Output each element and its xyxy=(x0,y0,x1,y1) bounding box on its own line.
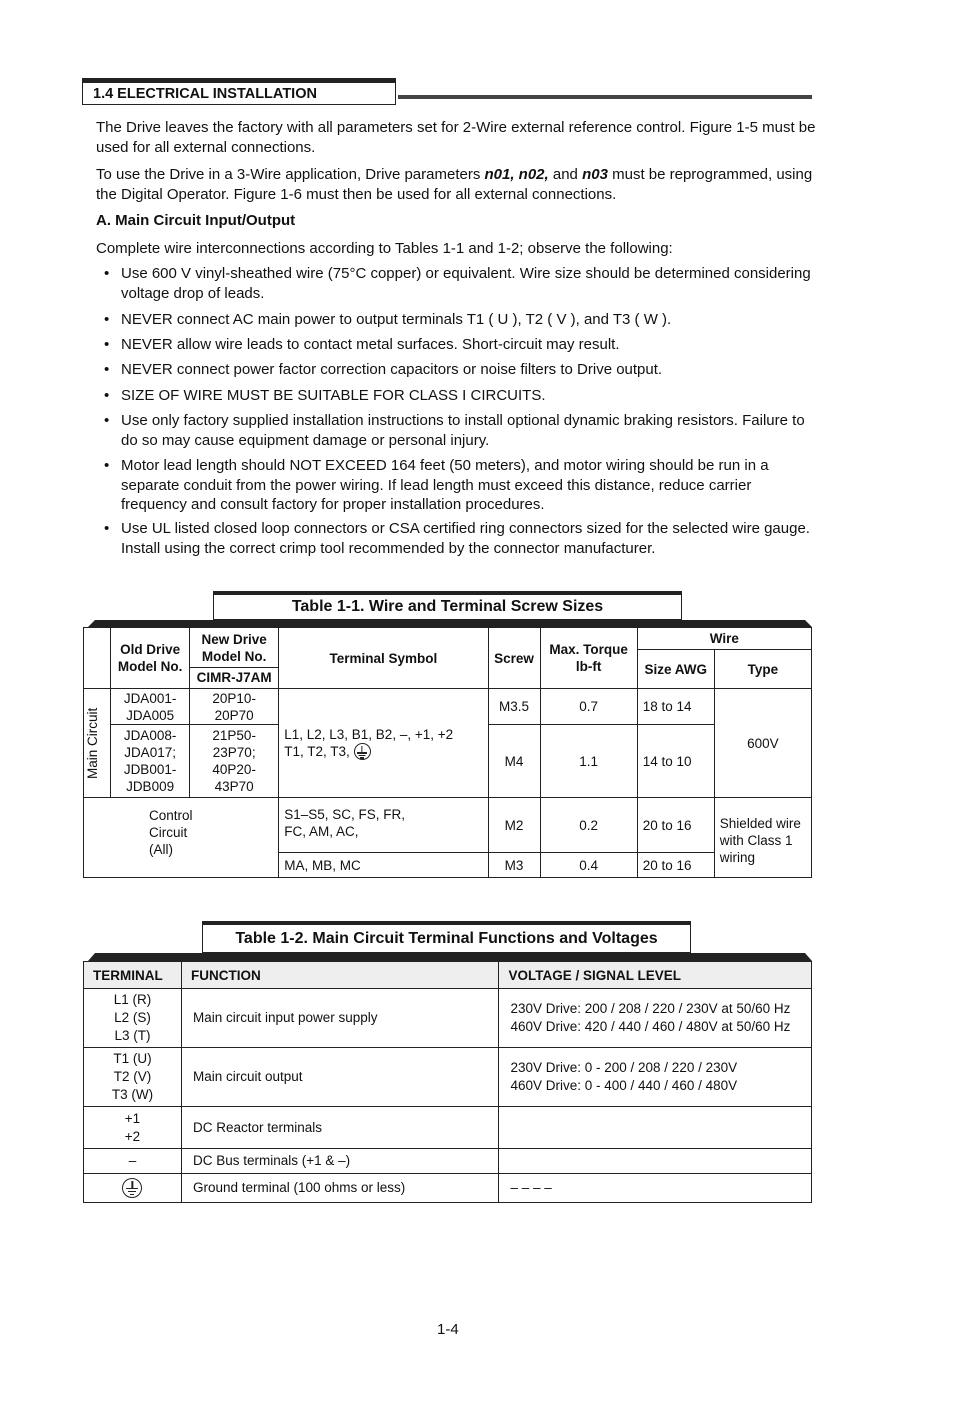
ground-icon xyxy=(354,743,371,760)
bullet-marker: • xyxy=(104,311,110,328)
bullet-marker: • xyxy=(104,457,110,474)
table2-cell-terminal-ground xyxy=(84,1174,182,1203)
intro-p2-and: and xyxy=(548,166,583,183)
table1-cell-torque: 0.7 xyxy=(540,689,637,725)
section-header-rule xyxy=(398,95,812,99)
bullet-text: NEVER allow wire leads to contact metal surfaces. Short-circuit may result. xyxy=(121,336,620,353)
table1-header-type: Type xyxy=(714,650,811,689)
table1-cell-size: 20 to 16 xyxy=(637,853,714,878)
table1-cell-control-label: Control Circuit (All) xyxy=(84,798,279,878)
table1-cell-new: 21P50- 23P70; 40P20- 43P70 xyxy=(190,725,279,798)
bullet-marker: • xyxy=(104,412,110,429)
section-header-box xyxy=(82,78,396,105)
bullet-marker: • xyxy=(104,387,110,404)
bullet-text: Motor lead length should NOT EXCEED 164 feet (50 meters), and motor wiring should be run in a separate conduit from the power wiring. If lead length must exceed this distance, reduce carrier frequency and consult factory for proper installation procedures. xyxy=(121,457,769,513)
table1-header-old-model: Old Drive Model No. xyxy=(111,628,190,689)
bullet-text: NEVER connect power factor correction capacitors or noise filters to Drive output. xyxy=(121,361,663,378)
table1-cell-old: JDA008- JDA017; JDB001- JDB009 xyxy=(111,725,190,798)
table2-cell-voltage: – – – – xyxy=(499,1174,812,1203)
table2-cell-function: Main circuit output xyxy=(181,1048,499,1107)
table1-header-torque: Max. Torque lb-ft xyxy=(540,628,637,689)
table1-cell-torque: 0.4 xyxy=(540,853,637,878)
bullet-marker: • xyxy=(104,361,110,378)
table2-cell-terminal: L1 (R) L2 (S) L3 (T) xyxy=(84,989,182,1048)
table1-header-blank xyxy=(84,628,111,689)
table2-cell-terminal: +1 +2 xyxy=(84,1107,182,1149)
bullet-marker: • xyxy=(104,336,110,353)
bullet-text: NEVER connect AC main power to output terminals T1 ( U ), T2 ( V ), and T3 ( W ). xyxy=(121,311,672,328)
table1-cell-screw: M2 xyxy=(488,798,540,853)
table1-cell-torque: 1.1 xyxy=(540,725,637,798)
bullet-text: SIZE OF WIRE MUST BE SUITABLE FOR CLASS I CIRCUITS. xyxy=(121,387,546,404)
table1-main-terminals-line2: T1, T2, T3, xyxy=(284,743,350,759)
page-number: 1-4 xyxy=(437,1321,459,1338)
table2-header-terminal: TERMINAL xyxy=(84,962,182,989)
table2-header-voltage: VOLTAGE / SIGNAL LEVEL xyxy=(499,962,812,989)
table1-main-terminals-line1: L1, L2, L3, B1, B2, –, +1, +2 xyxy=(284,726,454,742)
table2-caption xyxy=(202,921,691,953)
table1-top-rule xyxy=(88,620,812,627)
table1-cell-screw: M3 xyxy=(488,853,540,878)
table1-header-new-model-label: New Drive Model No. xyxy=(201,632,267,664)
table1-cell-old: JDA001- JDA005 xyxy=(111,689,190,725)
table2-cell-voltage: 230V Drive: 200 / 208 / 220 / 230V at 50/60 Hz 460V Drive: 420 / 440 / 460 / 480V at 50/60 Hz xyxy=(499,989,812,1048)
table1-cell-control-type: Shielded wire with Class 1 wiring xyxy=(714,798,811,878)
table1-main-circuit-label: Main Circuit xyxy=(85,707,100,779)
table2-cell-function: Ground terminal (100 ohms or less) xyxy=(181,1174,499,1203)
intro-paragraph-2 xyxy=(96,165,816,204)
intro-p2-params: n01, n02, xyxy=(484,166,549,183)
intro-p2-text: To use the Drive in a 3-Wire application, Drive parameters xyxy=(96,166,485,183)
intro-p2-param3: n03 xyxy=(582,166,608,183)
bullet-marker: • xyxy=(104,265,110,282)
table2-cell-voltage: 230V Drive: 0 - 200 / 208 / 220 / 230V 460V Drive: 0 - 400 / 440 / 460 / 480V xyxy=(499,1048,812,1107)
table1-cell-size: 20 to 16 xyxy=(637,798,714,853)
table1-wire-screw-sizes xyxy=(83,627,812,878)
subsection-lead: Complete wire interconnections according to Tables 1-1 and 1-2; observe the following: xyxy=(96,240,673,257)
table2-header-function: FUNCTION xyxy=(181,962,499,989)
table1-cell-main-type: 600V xyxy=(714,689,811,798)
table2-cell-function: DC Reactor terminals xyxy=(181,1107,499,1149)
intro-p2-tail: must be reprogrammed, using the Digital Operator. Figure 1-6 must then be used for all external connections. xyxy=(96,166,813,203)
table1-cell-control-terminals: S1–S5, SC, FS, FR, FC, AM, AC, xyxy=(279,798,488,853)
table1-header-wire: Wire xyxy=(637,628,811,650)
table1-cell-new: 20P10- 20P70 xyxy=(190,689,279,725)
table1-cell-screw: M3.5 xyxy=(488,689,540,725)
table2-cell-function: Main circuit input power supply xyxy=(181,989,499,1048)
table2-caption-text: Table 1-2. Main Circuit Terminal Functions and Voltages xyxy=(235,930,658,947)
table1-header-new-model xyxy=(190,628,279,689)
table1-caption-text: Table 1-1. Wire and Terminal Screw Sizes xyxy=(291,598,604,615)
table1-caption xyxy=(213,591,682,620)
bullet-marker: • xyxy=(104,520,110,537)
table1-cell-torque: 0.2 xyxy=(540,798,637,853)
table2-cell-function: DC Bus terminals (+1 & –) xyxy=(181,1149,499,1174)
table1-cell-screw: M4 xyxy=(488,725,540,798)
table2-cell-voltage xyxy=(499,1107,812,1149)
table1-cell-size: 14 to 10 xyxy=(637,725,714,798)
table1-cell-main-terminals xyxy=(279,689,488,798)
subsection-title: A. Main Circuit Input/Output xyxy=(96,212,296,229)
ground-icon xyxy=(122,1178,142,1198)
table2-cell-terminal: T1 (U) T2 (V) T3 (W) xyxy=(84,1048,182,1107)
section-title: 1.4 ELECTRICAL INSTALLATION xyxy=(93,86,317,102)
bullet-text: Use only factory supplied installation instructions to install optional dynamic braking resistors. Failure to do so may cause equipment damage or personal injury. xyxy=(121,412,805,449)
table2-cell-voltage xyxy=(499,1149,812,1174)
bullet-text: Use UL listed closed loop connectors or CSA certified ring connectors sized for the selected wire gauge. Install using the correct crimp tool recommended by the connector manufacturer. xyxy=(121,520,810,557)
table1-cell-size: 18 to 14 xyxy=(637,689,714,725)
table2-cell-terminal: – xyxy=(84,1149,182,1174)
table1-header-screw: Screw xyxy=(488,628,540,689)
table1-main-circuit-label-cell xyxy=(84,689,111,798)
table1-header-terminal: Terminal Symbol xyxy=(279,628,488,689)
bullet-text: Use 600 V vinyl-sheathed wire (75°C copper) or equivalent. Wire size should be determined considering voltage drop of leads. xyxy=(121,265,811,302)
table1-header-new-model-code: CIMR-J7AM xyxy=(190,667,278,687)
table2-terminal-functions xyxy=(83,961,812,1203)
table2-top-rule xyxy=(88,953,812,961)
intro-paragraph-1: The Drive leaves the factory with all parameters set for 2-Wire external reference control. Figure 1-5 must be used for all external connections. xyxy=(96,119,816,156)
table1-header-size: Size AWG xyxy=(637,650,714,689)
table1-cell-control-terminals: MA, MB, MC xyxy=(279,853,488,878)
